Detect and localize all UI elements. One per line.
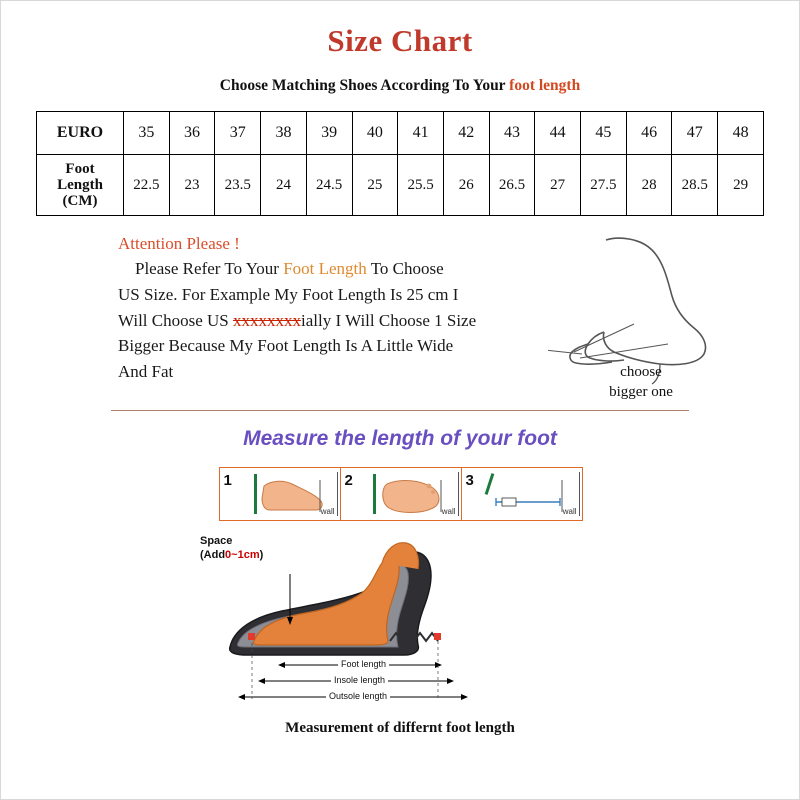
foot-length-cell: 28 <box>626 155 672 216</box>
section-divider <box>111 410 689 411</box>
diagram-caption: Measurement of differnt foot length <box>285 720 515 736</box>
euro-cell: 40 <box>352 112 398 155</box>
attention-line1-a: Please Refer To Your <box>135 259 284 278</box>
foot-length-cell: 24 <box>261 155 307 216</box>
measure-title: Measure the length of your foot <box>243 427 557 450</box>
wall-line-icon <box>579 472 580 516</box>
table-row-euro <box>37 112 764 155</box>
attention-line3-a: Will Choose US <box>118 310 234 330</box>
table-row-foot-length <box>37 155 764 216</box>
foot-length-cell: 25.5 <box>398 155 444 216</box>
foot-in-shoe-illustration <box>190 529 610 714</box>
foot-length-cell: 22.5 <box>124 155 170 216</box>
attention-line3-strike: xxxxxxxx <box>233 310 302 330</box>
foot-length-cell: 28.5 <box>672 155 718 216</box>
attention-line2: US Size. For Example My Foot Length Is 25 cm I <box>118 284 459 304</box>
foot-length-cell: 23 <box>169 155 215 216</box>
space-label-line1: Space <box>200 535 233 547</box>
foot-measure-diagram <box>190 529 610 714</box>
foot-length-cell: 25 <box>352 155 398 216</box>
row-header-foot-length <box>37 155 124 216</box>
euro-cell: 39 <box>306 112 352 155</box>
wall-label: wall <box>441 507 456 516</box>
foot-length-cell: 24.5 <box>306 155 352 216</box>
dimension-label-outsole-length: Outsole length <box>326 691 390 701</box>
measure-steps <box>1 467 799 521</box>
page-title: Size Chart <box>327 23 473 58</box>
attention-line1-b: To Choose <box>366 259 444 278</box>
size-table-wrap <box>36 111 764 216</box>
page-subtitle <box>1 77 799 95</box>
choose-bigger-callout <box>566 362 716 403</box>
size-table <box>36 111 764 216</box>
foot-length-cell: 23.5 <box>215 155 261 216</box>
callout-line1: choose <box>620 364 662 380</box>
euro-cell: 47 <box>672 112 718 155</box>
euro-cell: 44 <box>535 112 581 155</box>
attention-line1-orange: Foot Length <box>283 259 367 278</box>
attention-line4: Bigger Because My Foot Length Is A Little Wide <box>118 336 454 356</box>
euro-cell: 38 <box>261 112 307 155</box>
wall-line-icon <box>458 472 459 516</box>
step-number: 2 <box>344 472 353 489</box>
attention-line5: And Fat <box>118 362 174 382</box>
attention-line3-b: ially I Will Choose 1 Size <box>301 310 477 330</box>
attention-title: Attention Please ! <box>118 234 240 253</box>
measure-step-2 <box>340 467 462 521</box>
row-header-line2: Length <box>57 176 103 193</box>
foot-length-cell: 29 <box>718 155 764 216</box>
space-label-value: 0~1cm <box>225 548 260 561</box>
attention-body <box>118 256 548 385</box>
foot-length-cell: 27 <box>535 155 581 216</box>
subtitle-highlight: foot length <box>509 77 581 94</box>
wall-label: wall <box>562 507 577 516</box>
euro-cell: 46 <box>626 112 672 155</box>
euro-cell: 37 <box>215 112 261 155</box>
space-label-suffix: ) <box>259 548 264 561</box>
row-header-line3: (CM) <box>62 193 98 210</box>
dimension-label-insole-length: Insole length <box>331 675 388 685</box>
callout-line2: bigger one <box>609 384 673 401</box>
euro-cell: 48 <box>718 112 764 155</box>
euro-cell: 45 <box>581 112 627 155</box>
euro-cell: 36 <box>169 112 215 155</box>
space-label-prefix: (Add <box>200 548 226 561</box>
foot-length-cell: 26.5 <box>489 155 535 216</box>
measure-step-1 <box>219 467 341 521</box>
dimension-label-foot-length: Foot length <box>338 659 389 669</box>
euro-cell: 35 <box>124 112 170 155</box>
wall-label: wall <box>320 507 335 516</box>
foot-length-cell: 27.5 <box>581 155 627 216</box>
measure-step-3 <box>461 467 583 521</box>
euro-cell: 42 <box>443 112 489 155</box>
attention-block <box>36 234 764 404</box>
euro-cell: 41 <box>398 112 444 155</box>
step-number: 1 <box>223 472 232 489</box>
step-number: 3 <box>465 472 474 489</box>
wall-line-icon <box>337 472 338 516</box>
row-header-line1: Foot <box>65 160 95 177</box>
row-header-euro: EURO <box>37 112 124 155</box>
euro-cell: 43 <box>489 112 535 155</box>
foot-length-cell: 26 <box>443 155 489 216</box>
subtitle-prefix: Choose Matching Shoes According To Your <box>219 77 510 94</box>
